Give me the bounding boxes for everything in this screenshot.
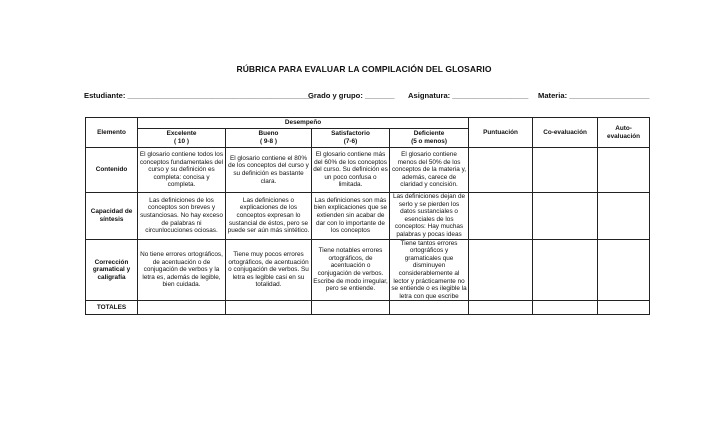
level-score: (7-6) xyxy=(343,138,358,145)
peer-evaluation-header: Co-evaluación xyxy=(533,118,598,148)
totals-cell xyxy=(226,301,312,315)
score-cell[interactable] xyxy=(469,148,533,193)
peer-evaluation-cell[interactable] xyxy=(533,239,598,301)
table-cell: Las definiciones o explicaciones de los conceptos expresan lo sustancial de éstos, pero se puede ser aún más sintético. xyxy=(226,193,312,240)
student-field: Estudiante: ____________________________________________ xyxy=(84,91,314,100)
rubric-table xyxy=(85,117,650,315)
peer-evaluation-cell[interactable] xyxy=(533,148,598,193)
table-cell: El glosario contiene el 80% de los conceptos del curso y su definición es bastante clara. xyxy=(226,148,312,193)
table-cell: Las definiciones de los conceptos son breves y sustanciosas. No hay exceso de palabras ni circunlocuciones ociosas. xyxy=(138,193,226,240)
element-synthesis: Capacidad de síntesis xyxy=(86,193,138,240)
level-score: ( 10 ) xyxy=(174,138,189,145)
page-title: RÚBRICA PARA EVALUAR LA COMPILACIÓN DEL GLOSARIO xyxy=(236,64,492,74)
table-row xyxy=(86,239,650,301)
score-cell[interactable] xyxy=(469,193,533,240)
level-score: ( 9-8 ) xyxy=(259,138,278,145)
table-cell: Tiene notables errores ortográficos, de acentuación o conjugación de verbos. Escribe de modo irregular, pero se entiende. xyxy=(312,239,390,301)
totals-cell xyxy=(138,301,226,315)
totals-self-cell[interactable] xyxy=(598,301,650,315)
level-deficient-header xyxy=(390,129,469,148)
score-header: Puntuación xyxy=(469,118,533,148)
table-cell: Las definiciones dejan de serlo y se pierden los datos sustanciales o esenciales de los conceptos: Hay muchas palabras y pocas ideas xyxy=(390,193,469,240)
score-cell[interactable] xyxy=(469,239,533,301)
table-cell: El glosario contiene todos los conceptos fundamentales del curso y su definición es completa: concisa y completa. xyxy=(138,148,226,193)
level-good-header xyxy=(226,129,312,148)
table-cell: No tiene errores ortográficos, de acentuación o de conjugación de verbos y la letra es, además de legible, bien cuidada. xyxy=(138,239,226,301)
grade-group-field: Grado y grupo: _______ xyxy=(308,91,395,100)
self-evaluation-header: Auto-evaluación xyxy=(598,118,650,148)
table-cell: Las definiciones son más bien explicaciones que se extienden sin acabar de dar con lo importante de los conceptos xyxy=(312,193,390,240)
self-evaluation-cell[interactable] xyxy=(598,193,650,240)
totals-label: TOTALES xyxy=(86,301,138,315)
level-score: (5 o menos) xyxy=(411,138,447,145)
performance-header: Desempeño xyxy=(138,118,469,129)
table-cell: El glosario contiene más del 60% de los conceptos del curso. Su definición es un poco confusa o limitada. xyxy=(312,148,390,193)
self-evaluation-cell[interactable] xyxy=(598,148,650,193)
table-row xyxy=(86,148,650,193)
level-satisfactory-header xyxy=(312,129,390,148)
subject-field: Asignatura: __________________ xyxy=(408,91,529,100)
element-content: Contenido xyxy=(86,148,138,193)
table-cell: Tiene tantos errores ortográficos y gramaticales que disminuyen considerablemente al lector y prácticamente no se entiende o es ilegible la letra con que escribe xyxy=(391,239,467,300)
level-name: Deficiente xyxy=(413,130,445,138)
self-evaluation-cell[interactable] xyxy=(598,239,650,301)
totals-cell xyxy=(390,301,469,315)
table-row xyxy=(86,193,650,240)
level-name: Bueno xyxy=(258,130,279,138)
course-field: Materia: ___________________ xyxy=(538,91,650,100)
header-row-1 xyxy=(86,118,650,129)
totals-cell xyxy=(312,301,390,315)
table-cell: Tiene muy pocos errores ortográficos, de acentuación o conjugación de verbos. Su letra es legible casi en su totalidad. xyxy=(226,239,312,301)
student-info-row xyxy=(84,91,650,103)
element-header: Elemento xyxy=(86,118,138,148)
peer-evaluation-cell[interactable] xyxy=(533,193,598,240)
table-cell: El glosario contiene menos del 50% de los conceptos de la materia y, además, carece de claridad y concisión. xyxy=(390,148,469,193)
totals-score-cell[interactable] xyxy=(469,301,533,315)
element-grammar: Corrección gramatical y caligrafía xyxy=(86,239,138,301)
level-excellent-header xyxy=(138,129,226,148)
level-name: Satisfactorio xyxy=(331,130,370,138)
totals-row xyxy=(86,301,650,315)
totals-peer-cell[interactable] xyxy=(533,301,598,315)
level-name: Excelente xyxy=(166,130,197,138)
